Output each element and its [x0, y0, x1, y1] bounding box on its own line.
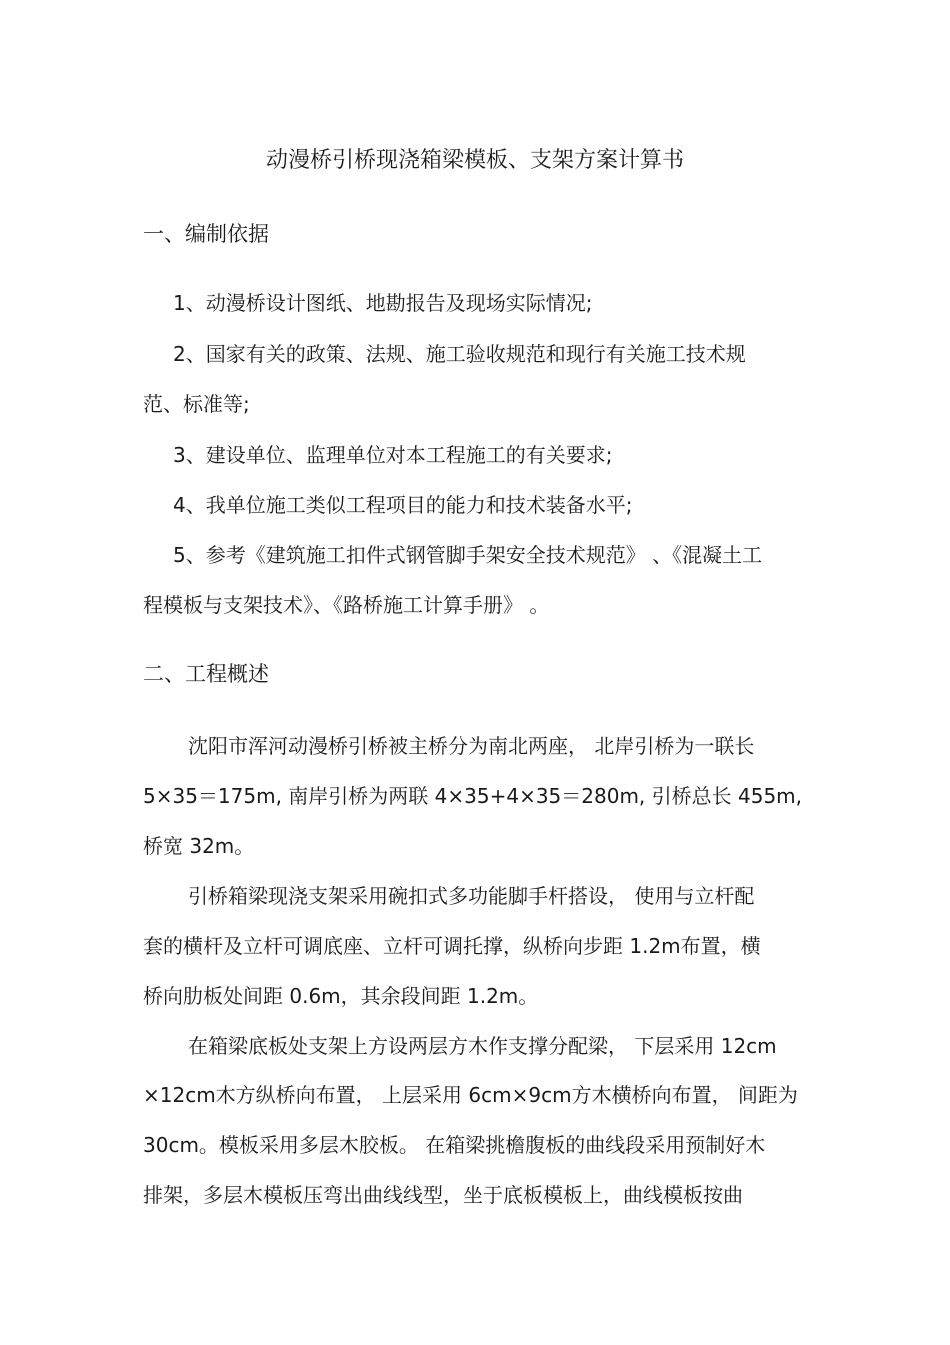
list-item: 2、国家有关的政策、法规、施工验收规范和现行有关施工技术规: [173, 342, 746, 366]
list-item: 5、参考《建筑施工扣件式钢管脚手架安全技术规范》 、《混凝土工: [173, 543, 763, 567]
paragraph-line: 在箱梁底板处支架上方设两层方木作支撑分配梁， 下层采用 12cm: [188, 1034, 777, 1058]
paragraph-line: ×12cm木方纵桥向布置， 上层采用 6cm×9cm方木横桥向布置， 间距为: [143, 1083, 798, 1107]
paragraph-line: 套的横杆及立杆可调底座、立杆可调托撑，纵桥向步距 1.2m布置，横: [143, 934, 761, 958]
paragraph-line: 桥宽 32m。: [143, 834, 255, 858]
list-item: 4、我单位施工类似工程项目的能力和技术装备水平;: [173, 493, 633, 517]
list-item: 3、建设单位、监理单位对本工程施工的有关要求;: [173, 443, 613, 467]
paragraph-line: 桥向肋板处间距 0.6m，其余段间距 1.2m。: [143, 984, 539, 1008]
section-heading-basis: 一、编制依据: [143, 222, 269, 246]
list-item-continuation: 程模板与支架技术》、《路桥施工计算手册》 。: [143, 593, 550, 617]
list-item: 1、动漫桥设计图纸、地勘报告及现场实际情况;: [173, 291, 593, 315]
paragraph-line: 引桥箱梁现浇支架采用碗扣式多功能脚手杆搭设， 使用与立杆配: [188, 884, 755, 908]
document-title: 动漫桥引桥现浇箱梁模板、支架方案计算书: [265, 148, 684, 173]
section-heading-overview: 二、工程概述: [143, 662, 269, 686]
list-item-continuation: 范、标准等;: [143, 392, 250, 416]
paragraph-line: 30cm。模板采用多层木胶板。 在箱梁挑檐腹板的曲线段采用预制好木: [143, 1133, 766, 1157]
paragraph-line: 5×35＝175m, 南岸引桥为两联 4×35+4×35＝280m, 引桥总长 455m,: [143, 784, 803, 808]
paragraph-line: 排架，多层木模板压弯出曲线线型，坐于底板模板上，曲线模板按曲: [143, 1183, 743, 1207]
paragraph-line: 沈阳市浑河动漫桥引桥被主桥分为南北两座， 北岸引桥为一联长: [188, 734, 755, 758]
